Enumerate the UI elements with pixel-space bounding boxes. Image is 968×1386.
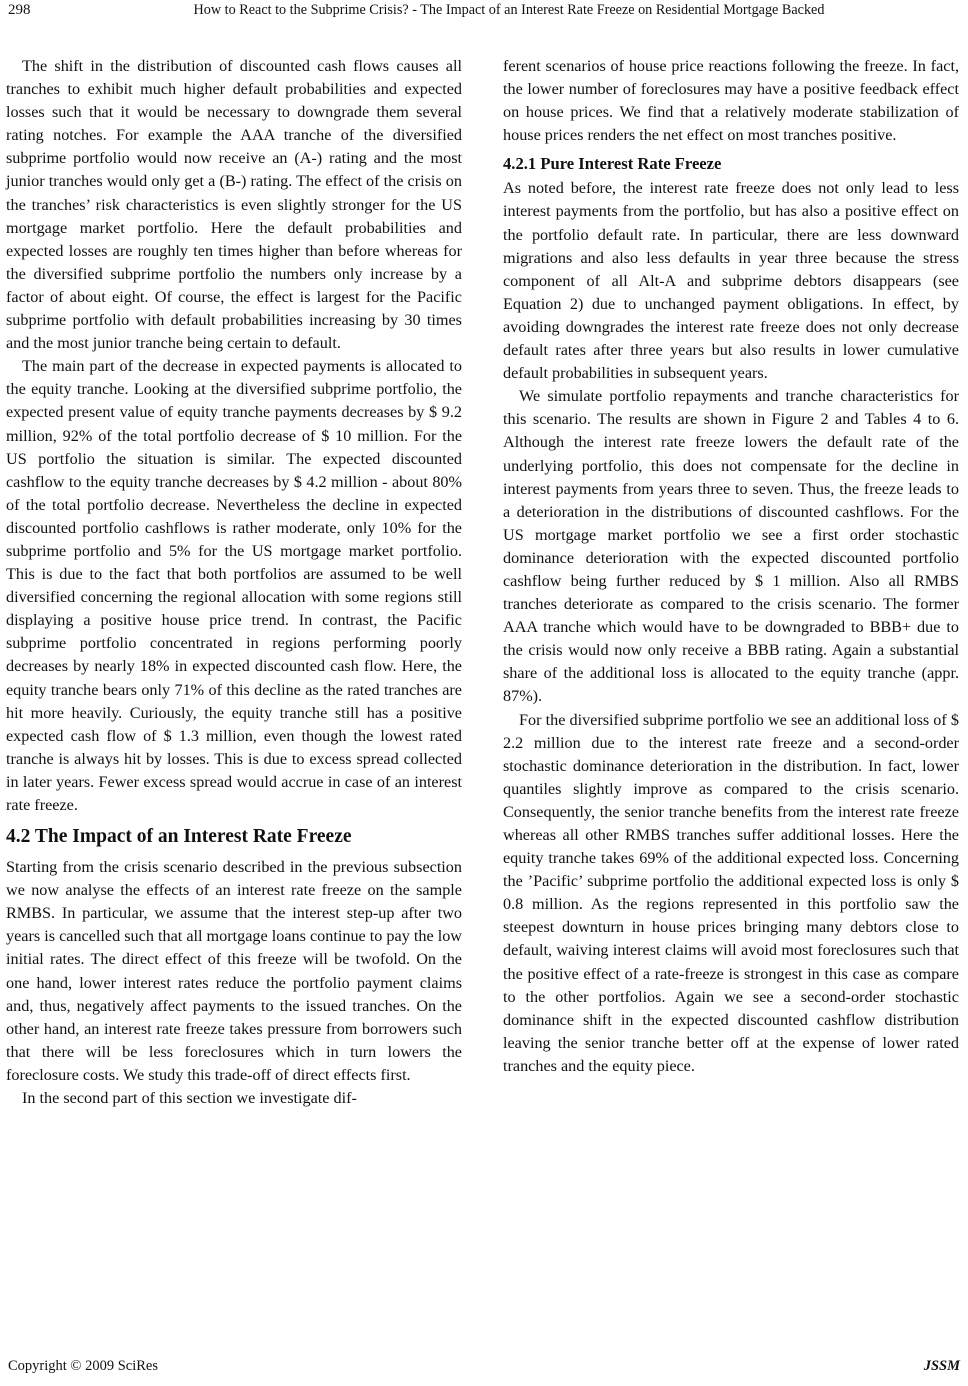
subsection-heading-4-2-1: 4.2.1 Pure Interest Rate Freeze — [503, 154, 722, 174]
page-number: 298 — [8, 2, 31, 18]
page-header — [0, 0, 968, 36]
journal-name: JSSM — [923, 1358, 960, 1374]
right-column — [503, 55, 959, 1078]
left-column — [6, 55, 462, 1110]
paragraph-freeze-intro: Starting from the crisis scenario described in the previous subsection we now analyse the effects of an interest rate freeze on the sample RMBS. In particular, we assume that the interest step-up after two years is cancelled such that all mortgage loans continue to pay the low initial rates. The direct effect of this freeze will be twofold. On the one hand, lower interest rates reduce the portfolio payment claims and, thus, negatively affect payments to the issued tranches. On the other hand, an interest rate freeze takes pressure from borrowers such that there will be less foreclosures which in turn lowers the foreclosure costs. We study this trade-off of direct effects first. — [6, 858, 462, 1084]
section-heading-4-2: 4.2 The Impact of an Interest Rate Freeze — [6, 826, 352, 848]
paragraph-expected-payments: The main part of the decrease in expected payments is allocated to the equity tranche. Looking at the diversified subprime portfolio, the expected present value of equity tranche payments decreases by $ 9.2 million, 92% of the total portfolio decrease of $ 10 million. For the US portfolio the situation is similar. The expected discounted cashflow to the equity tranche decreases by $ 4.2 million - about 80% of the total portfolio decrease. Nevertheless the decline in expected discounted portfolio cashflows is rather moderate, only 10% for the subprime portfolio and 5% for the US mortgage market portfolio. This is due to the fact that both portfolios are assumed to be well diversified concerning the regional allocation with some regions still displaying a positive house price trend. In contrast, the Pacific subprime portfolio concentrated in regions performing poorly decreases by nearly 18% in expected discounted cash flow. Here, the equity tranche bears only 71% of this decline as the rated tranches are hit more heavily. Curiously, the equity tranche still has a positive expected cash flow of $ 1.3 million, even though the lowest rated tranche is always hit by losses. This is due to excess spread collected in later years. Fewer excess spread would accrue in case of an interest rate freeze. — [6, 357, 462, 814]
paragraph-diversified-subprime: For the diversified subprime portfolio we see an additional loss of $ 2.2 million due to the interest rate freeze and a second-order stochastic dominance deterioration in the distribution. In fact, lower quantiles slightly improve as compared to the crisis scenario. Consequently, the senior tranche benefits from the interest rate freeze whereas all other RMBS tranches suffer additional losses. Here the equity tranche takes 69% of the additional expected loss. Concerning the ’Pacific’ subprime portfolio the additional expected loss is only $ 0.8 million. As the regions represented in this portfolio saw the steepest downturn in house prices bringing many debtors close to default, waiving interest claims will avoid most foreclosures such that the positive effect of a rate-freeze is strongest in this case as compare to the other portfolios. Again we see a second-order stochastic dominance shift in the expected discounted cashflow distribution leaving the senior tranche better off at the expense of lower rated tranches and the equity piece. — [503, 710, 959, 1075]
paragraph-second-part-start: In the second part of this section we investigate dif- — [22, 1089, 357, 1108]
running-title: How to React to the Subprime Crisis? - The Impact of an Interest Rate Freeze on Residential Mortgage Backed — [193, 2, 825, 18]
paragraph-pure-freeze: As noted before, the interest rate freeze does not only lead to less interest payments from the portfolio, but has also a positive effect on the portfolio default rate. In particular, there are less downward migrations and also less defaults in year three because the stress component of all Alt-A and subprime debtors disappears (see Equation 2) due to unchanged payment obligations. In effect, by avoiding downgrades the interest rate freeze does not only decrease default rates after three years but also results in lower cumulative default probabilities in subsequent years. — [503, 179, 959, 383]
page-footer — [0, 1352, 968, 1382]
paragraph-crisis-effect: The shift in the distribution of discounted cash flows causes all tranches to exhibit much higher default probabilities and expected losses such that it would be necessary to downgrade them several rating notches. For example the AAA tranche of the diversified subprime portfolio would now receive an (A-) rating and the most junior tranches would only get a (B-) rating. The effect of the crisis on the tranches’ risk characteristics is even slightly stronger for the US mortgage market portfolio. Here the default probabilities and expected losses are roughly ten times higher than before whereas for the diversified subprime portfolio the numbers only increase by a factor of about eight. Of course, the effect is largest for the Pacific subprime portfolio with default probabilities increasing by 30 times and the most junior tranche being certain to default. — [6, 57, 462, 353]
copyright-notice: Copyright © 2009 SciRes — [8, 1358, 158, 1374]
paragraph-simulation-results: We simulate portfolio repayments and tranche characteristics for this scenario. The results are shown in Figure 2 and Tables 4 to 6. Although the interest rate freeze lowers the default rate of the underlying portfolio, this does not compensate for the decline in interest payments from years three to seven. Thus, the freeze leads to a deterioration in the distributions of discounted cashflows. For the US mortgage market portfolio we see a first order stochastic dominance deterioration with the expected discounted portfolio cashflow being further reduced by $ 1 million. Also all RMBS tranches deteriorate as compared to the crisis scenario. The former AAA tranche which would have to be downgraded to BBB+ due to the crisis would now only receive a BBB rating. Again a substantial share of the additional loss is allocated to the equity tranche (appr. 87%). — [503, 387, 959, 706]
paragraph-second-part-cont: ferent scenarios of house price reactions following the freeze. In fact, the lower number of foreclosures may have a positive feedback effect on house prices. We find that a relatively moderate stabilization of house prices renders the net effect on most tranches positive. — [503, 57, 959, 145]
